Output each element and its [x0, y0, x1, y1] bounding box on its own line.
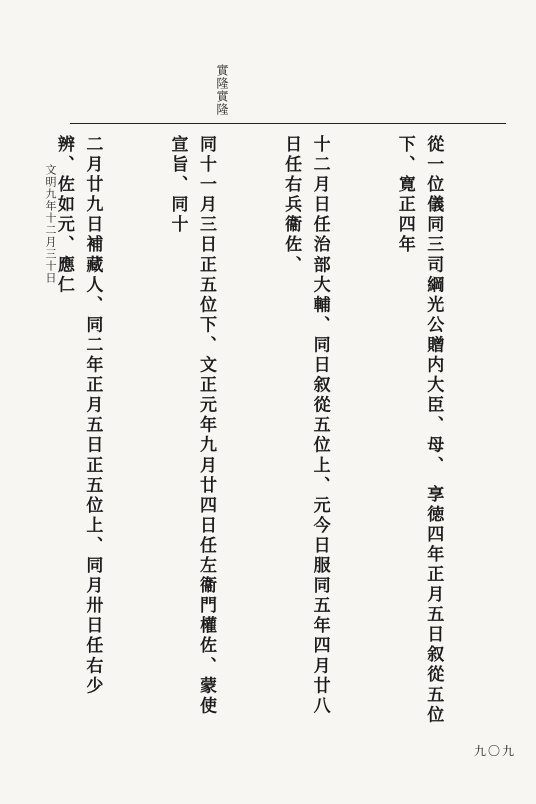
running-header: 實隆實隆	[215, 64, 229, 116]
text-column: 二月廿九日補藏人、同二年正月五日正五位上、同月卅日任右少辨、佐如元、應仁	[53, 135, 103, 697]
text-column: 十二月日任治部大輔、同日叙從五位上、元今日服同五年四月廿八日任右兵衞佐、	[281, 135, 330, 717]
margin-date: 文明九年十二月三十日	[44, 164, 57, 284]
page-number: 九〇九	[474, 744, 517, 758]
body-text	[0, 135, 504, 735]
text-column: 從一位儀同三司綱光公贈内大臣、母、 享徳四年正月五日叙從五位下、寛正四年	[394, 135, 444, 726]
text-column: 同十一月三日正五位下、文正元年九月廿四日任左衞門權佐、蒙使宣旨、同十	[167, 135, 216, 717]
header-rule	[70, 123, 506, 124]
